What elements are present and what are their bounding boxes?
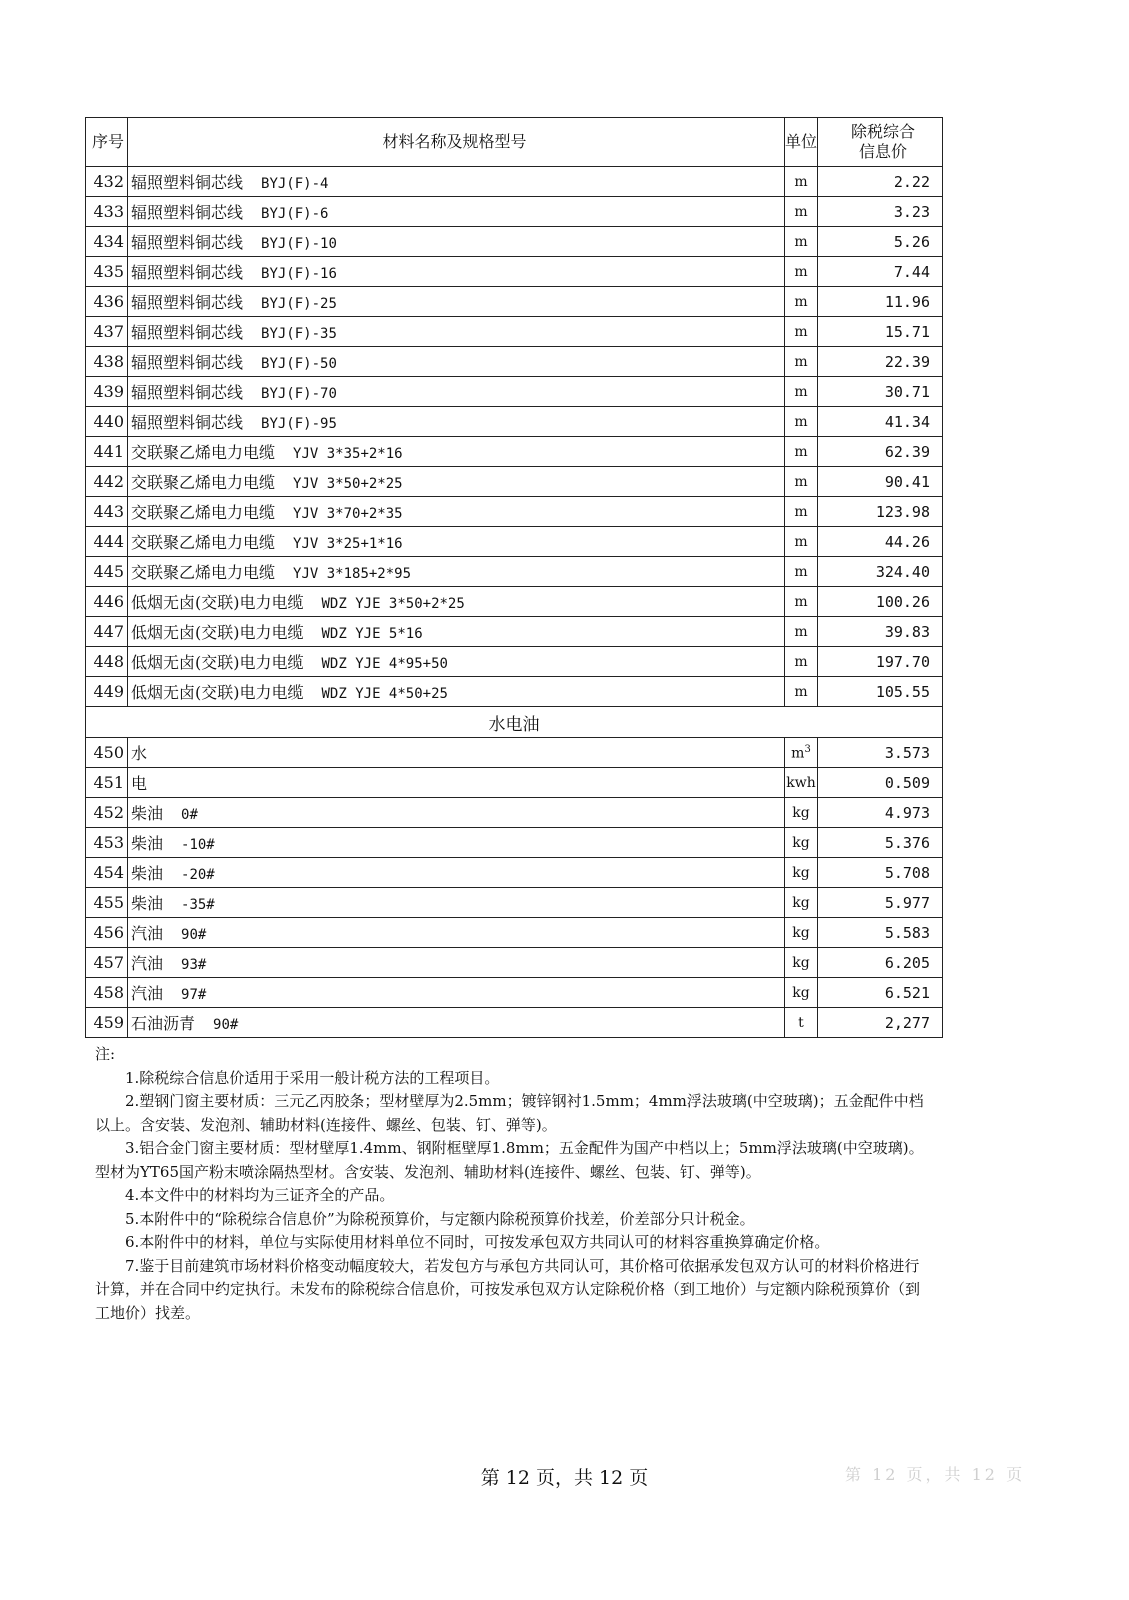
- row-name: 低烟无卤(交联)电力电缆: [131, 653, 304, 672]
- row-name: 交联聚乙烯电力电缆: [131, 473, 276, 492]
- row-name-cell: [128, 888, 785, 918]
- row-price: 105.55: [818, 677, 943, 707]
- table-body-fuel: [86, 768, 943, 1038]
- page-footer: 第 12 页，共 12 页: [480, 1467, 649, 1489]
- header-price-line2: 信息价: [858, 142, 907, 161]
- row-seq: 450: [86, 738, 128, 768]
- row-price: 2,277: [818, 1008, 943, 1038]
- row-spec: YJV 3*35+2*16: [293, 446, 403, 462]
- row-name: 交联聚乙烯电力电缆: [131, 503, 276, 522]
- row-spec: YJV 3*25+1*16: [293, 536, 403, 552]
- row-name-cell: [128, 918, 785, 948]
- header-price-line1: 除税综合: [850, 122, 915, 141]
- row-name: 柴油: [131, 834, 164, 853]
- row-name-cell: [128, 437, 785, 467]
- row-price: 5.708: [818, 858, 943, 888]
- table-row: [86, 287, 943, 317]
- header-price: [818, 118, 943, 167]
- unit-base: m: [791, 745, 805, 762]
- row-seq: 456: [86, 918, 128, 948]
- table-row: [86, 677, 943, 707]
- note-item: 7.鉴于目前建筑市场材料价格变动幅度较大，若发包方与承包方共同认可，其价格可依据承发包双方认可的材料价格进行计算，并在合同中约定执行。未发布的除税综合信息价，可按发承包双方认定除税价格（到工地价）与定额内除税预算价（到工地价）找差。: [95, 1256, 921, 1322]
- row-name-cell: [128, 377, 785, 407]
- row-name-cell: [128, 167, 785, 197]
- row-name-cell: [128, 527, 785, 557]
- note-item: 3.铝合金门窗主要材质：型材壁厚1.4mm、钢附框壁厚1.8mm；五金配件为国产中档以上；5mm浮法玻璃(中空玻璃)。型材为YT65国产粉末喷涂隔热型材。含安装、发泡剂、辅助材料(连接件、螺丝、包装、钉、弹等)。: [95, 1139, 924, 1181]
- row-spec: 90#: [213, 1017, 239, 1033]
- row-seq: 434: [86, 227, 128, 257]
- row-name-cell: [128, 978, 785, 1008]
- row-price: 324.40: [818, 557, 943, 587]
- row-name: 辐照塑料铜芯线: [131, 353, 244, 372]
- row-spec: 97#: [181, 987, 207, 1003]
- row-name: 辐照塑料铜芯线: [131, 233, 244, 252]
- row-name-cell: [128, 557, 785, 587]
- row-spec: 93#: [181, 957, 207, 973]
- table-row: [86, 497, 943, 527]
- row-unit: m: [785, 197, 818, 227]
- row-unit: m: [785, 677, 818, 707]
- row-name: 汽油: [131, 984, 164, 1003]
- table-row: [86, 1008, 943, 1038]
- row-name: 汽油: [131, 924, 164, 943]
- row-price: 15.71: [818, 317, 943, 347]
- row-name-cell: [128, 467, 785, 497]
- row-name-cell: [128, 317, 785, 347]
- price-table: [85, 117, 943, 1038]
- row-unit: t: [785, 1008, 818, 1038]
- table-row: [86, 888, 943, 918]
- row-unit: m: [785, 437, 818, 467]
- row-name: 水: [128, 738, 785, 768]
- row-name: 柴油: [131, 894, 164, 913]
- table-row: [86, 738, 943, 768]
- table-row: [86, 197, 943, 227]
- row-seq: 446: [86, 587, 128, 617]
- row-spec: BYJ(F)-16: [261, 266, 337, 282]
- row-price: 39.83: [818, 617, 943, 647]
- table-row: [86, 557, 943, 587]
- row-unit: m: [785, 317, 818, 347]
- table-row: [86, 647, 943, 677]
- row-spec: YJV 3*50+2*25: [293, 476, 403, 492]
- row-name: 辐照塑料铜芯线: [131, 173, 244, 192]
- row-price: 6.205: [818, 948, 943, 978]
- row-seq: 438: [86, 347, 128, 377]
- row-name-cell: [128, 617, 785, 647]
- row-spec: WDZ YJE 4*95+50: [321, 656, 448, 672]
- row-spec: BYJ(F)-6: [261, 206, 329, 222]
- row-seq: 459: [86, 1008, 128, 1038]
- row-unit: m: [785, 527, 818, 557]
- row-name-cell: [128, 257, 785, 287]
- row-name-cell: [128, 647, 785, 677]
- table-row: [86, 527, 943, 557]
- row-spec: -20#: [181, 867, 215, 883]
- notes-section: [95, 1043, 930, 1325]
- row-seq: 444: [86, 527, 128, 557]
- table-body-section: [86, 707, 943, 768]
- header-unit: 单位: [785, 118, 818, 167]
- row-price: 7.44: [818, 257, 943, 287]
- row-name-cell: [128, 227, 785, 257]
- row-spec: -10#: [181, 837, 215, 853]
- row-name-cell: [128, 828, 785, 858]
- row-unit: m: [785, 407, 818, 437]
- row-name: 石油沥青: [131, 1014, 196, 1033]
- row-price: 123.98: [818, 497, 943, 527]
- table-row: [86, 828, 943, 858]
- table-row: [86, 617, 943, 647]
- section-title: 水电油: [86, 707, 943, 738]
- row-name: 交联聚乙烯电力电缆: [131, 563, 276, 582]
- row-seq: 433: [86, 197, 128, 227]
- row-price: 11.96: [818, 287, 943, 317]
- row-name: 低烟无卤(交联)电力电缆: [131, 593, 304, 612]
- row-spec: -35#: [181, 897, 215, 913]
- row-seq: 448: [86, 647, 128, 677]
- table-row: [86, 768, 943, 798]
- row-name: 汽油: [131, 954, 164, 973]
- row-name-cell: [128, 407, 785, 437]
- row-unit: kg: [785, 858, 818, 888]
- row-unit: m: [785, 347, 818, 377]
- row-unit: m: [785, 167, 818, 197]
- row-spec: YJV 3*185+2*95: [293, 566, 412, 582]
- table-row: [86, 948, 943, 978]
- row-seq: 436: [86, 287, 128, 317]
- table-header-row: [86, 118, 943, 167]
- row-name-cell: [128, 798, 785, 828]
- table-row: [86, 377, 943, 407]
- row-name: 辐照塑料铜芯线: [131, 383, 244, 402]
- note-item: 2.塑钢门窗主要材质：三元乙丙胶条；型材壁厚为2.5mm；镀锌钢衬1.5mm；4mm浮法玻璃(中空玻璃)；五金配件中档以上。含安装、发泡剂、辅助材料(连接件、螺丝、包装、钉、弹等)。: [95, 1092, 924, 1134]
- table-body-cables: [86, 167, 943, 707]
- table-row: [86, 347, 943, 377]
- row-price: 0.509: [818, 768, 943, 798]
- row-price: 5.977: [818, 888, 943, 918]
- row-seq: 455: [86, 888, 128, 918]
- row-seq: 445: [86, 557, 128, 587]
- row-unit: m: [785, 647, 818, 677]
- note-item: 6.本附件中的材料，单位与实际使用材料单位不同时，可按发承包双方共同认可的材料容重换算确定价格。: [125, 1233, 830, 1251]
- row-price: 197.70: [818, 647, 943, 677]
- row-spec: BYJ(F)-70: [261, 386, 337, 402]
- row-unit: kg: [785, 978, 818, 1008]
- row-seq: 432: [86, 167, 128, 197]
- row-unit: m: [785, 497, 818, 527]
- row-price: 62.39: [818, 437, 943, 467]
- row-seq: 441: [86, 437, 128, 467]
- row-name-cell: [128, 1008, 785, 1038]
- row-name-cell: [128, 287, 785, 317]
- row-unit: m: [785, 557, 818, 587]
- row-seq: 458: [86, 978, 128, 1008]
- header-name: 材料名称及规格型号: [128, 118, 785, 167]
- row-name: 低烟无卤(交联)电力电缆: [131, 683, 304, 702]
- row-name-cell: [128, 587, 785, 617]
- notes-label: 注:: [95, 1045, 116, 1063]
- row-price: 30.71: [818, 377, 943, 407]
- row-seq: 454: [86, 858, 128, 888]
- row-unit: kwh: [785, 768, 818, 798]
- note-item: 5.本附件中的“除税综合信息价”为除税预算价，与定额内除税预算价找差，价差部分只计税金。: [125, 1209, 755, 1228]
- header-seq: 序号: [86, 118, 128, 167]
- row-name-cell: [128, 677, 785, 707]
- row-name-cell: [128, 948, 785, 978]
- row-spec: BYJ(F)-10: [261, 236, 337, 252]
- row-unit: kg: [785, 918, 818, 948]
- row-price: 5.583: [818, 918, 943, 948]
- row-seq: 457: [86, 948, 128, 978]
- row-seq: 447: [86, 617, 128, 647]
- row-name: 柴油: [131, 804, 164, 823]
- row-unit: m: [785, 227, 818, 257]
- unit-superscript: 3: [804, 743, 811, 755]
- table-row: [86, 467, 943, 497]
- row-seq: 443: [86, 497, 128, 527]
- row-price: 44.26: [818, 527, 943, 557]
- row-price: 6.521: [818, 978, 943, 1008]
- row-unit: m: [785, 467, 818, 497]
- row-price: 22.39: [818, 347, 943, 377]
- row-seq: 451: [86, 768, 128, 798]
- row-seq: 442: [86, 467, 128, 497]
- row-unit: m: [785, 287, 818, 317]
- row-spec: 0#: [181, 807, 198, 823]
- row-name: 交联聚乙烯电力电缆: [131, 443, 276, 462]
- row-price: 5.376: [818, 828, 943, 858]
- row-spec: WDZ YJE 4*50+25: [321, 686, 448, 702]
- row-price: 4.973: [818, 798, 943, 828]
- row-name: 低烟无卤(交联)电力电缆: [131, 623, 304, 642]
- row-spec: BYJ(F)-95: [261, 416, 337, 432]
- row-name: 辐照塑料铜芯线: [131, 413, 244, 432]
- row-name: 辐照塑料铜芯线: [131, 323, 244, 342]
- row-spec: YJV 3*70+2*35: [293, 506, 403, 522]
- row-name-cell: [128, 768, 785, 798]
- row-spec: WDZ YJE 5*16: [321, 626, 423, 642]
- table-row: [86, 317, 943, 347]
- row-name-cell: [128, 347, 785, 377]
- table-row: [86, 798, 943, 828]
- row-unit: kg: [785, 828, 818, 858]
- row-price: 3.23: [818, 197, 943, 227]
- note-item: 4.本文件中的材料均为三证齐全的产品。: [125, 1186, 395, 1204]
- row-price: 90.41: [818, 467, 943, 497]
- row-name-cell: [128, 497, 785, 527]
- row-unit: kg: [785, 798, 818, 828]
- price-table-container: [85, 117, 943, 1038]
- table-row: [86, 858, 943, 888]
- row-price: 5.26: [818, 227, 943, 257]
- note-item: 1.除税综合信息价适用于采用一般计税方法的工程项目。: [125, 1068, 500, 1087]
- row-seq: 439: [86, 377, 128, 407]
- row-unit: kg: [785, 888, 818, 918]
- row-spec: BYJ(F)-25: [261, 296, 337, 312]
- table-row: [86, 437, 943, 467]
- row-spec: BYJ(F)-50: [261, 356, 337, 372]
- row-seq: 440: [86, 407, 128, 437]
- row-name: 交联聚乙烯电力电缆: [131, 533, 276, 552]
- row-spec: WDZ YJE 3*50+2*25: [321, 596, 465, 612]
- row-unit: [785, 738, 818, 768]
- row-name: 辐照塑料铜芯线: [131, 203, 244, 222]
- row-price: 100.26: [818, 587, 943, 617]
- row-name: 辐照塑料铜芯线: [131, 293, 244, 312]
- table-row: [86, 227, 943, 257]
- row-spec: BYJ(F)-35: [261, 326, 337, 342]
- row-unit: kg: [785, 948, 818, 978]
- table-row: [86, 587, 943, 617]
- row-seq: 453: [86, 828, 128, 858]
- row-unit: m: [785, 377, 818, 407]
- table-row: [86, 407, 943, 437]
- row-unit: m: [785, 587, 818, 617]
- table-row: [86, 167, 943, 197]
- row-unit: m: [785, 617, 818, 647]
- bleed-through-text: 第 12 页，共 12 页: [845, 1465, 1026, 1484]
- row-price: 41.34: [818, 407, 943, 437]
- row-seq: 437: [86, 317, 128, 347]
- row-name-cell: [128, 858, 785, 888]
- row-name: 柴油: [131, 864, 164, 883]
- row-price: 2.22: [818, 167, 943, 197]
- row-spec: BYJ(F)-4: [261, 176, 329, 192]
- row-spec: 90#: [181, 927, 207, 943]
- row-seq: 449: [86, 677, 128, 707]
- row-unit: m: [785, 257, 818, 287]
- table-row: [86, 918, 943, 948]
- row-seq: 435: [86, 257, 128, 287]
- row-name: 辐照塑料铜芯线: [131, 263, 244, 282]
- table-row: [86, 978, 943, 1008]
- row-seq: 452: [86, 798, 128, 828]
- row-name-cell: [128, 197, 785, 227]
- row-price: 3.573: [818, 738, 943, 768]
- table-row: [86, 257, 943, 287]
- row-name: 电: [131, 774, 148, 793]
- section-row: [86, 707, 943, 738]
